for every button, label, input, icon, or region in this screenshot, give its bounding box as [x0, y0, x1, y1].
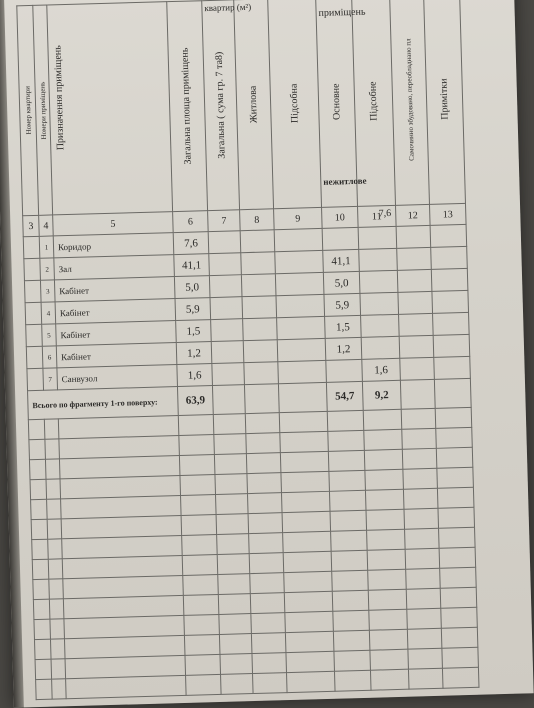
header-auxiliary: Підсобна — [268, 0, 322, 209]
room-aux — [358, 226, 397, 249]
room-aux — [360, 292, 399, 315]
header-apartments-group: квартир (м²) — [204, 1, 252, 14]
room-main — [326, 359, 363, 382]
col-number: 5 — [53, 212, 174, 236]
total-area: 63,9 — [177, 386, 213, 416]
header-row — [17, 0, 466, 216]
header-room-number: Номери приміщень — [33, 5, 53, 215]
room-main: 1,5 — [325, 315, 362, 338]
room-number: 5 — [42, 324, 57, 346]
header-living: Житлова — [234, 0, 274, 210]
room-area: 1,2 — [176, 342, 212, 365]
room-name: Кабінет — [55, 299, 176, 324]
room-name: Кабінет — [54, 277, 175, 302]
header-aux-premises: Підсобне — [352, 0, 396, 206]
room-name: Коридор — [53, 233, 174, 258]
room-aux — [361, 314, 400, 337]
col-number: 9 — [274, 207, 323, 229]
room-area: 1,5 — [176, 320, 212, 343]
room-aux: 1,6 — [362, 358, 401, 381]
room-number: 2 — [40, 258, 55, 280]
first-row-aux-value: 7,6 — [378, 207, 392, 220]
total-aux: 9,2 — [362, 380, 401, 410]
room-aux — [361, 336, 400, 359]
col-number: 12 — [396, 204, 431, 226]
header-main: приміщень Основне нежитлове — [316, 0, 358, 207]
room-number: 1 — [39, 236, 54, 258]
total-label: Всього по фрагменту 1-го поверху: — [28, 387, 179, 420]
header-premises-group: приміщень — [318, 6, 366, 19]
room-area: 5,9 — [175, 298, 211, 321]
header-nonresidential: нежитлове — [323, 175, 367, 187]
room-name: Зал — [54, 255, 175, 280]
room-main: 5,0 — [323, 271, 360, 294]
header-notes: Примітки — [424, 0, 466, 204]
room-area: 41,1 — [174, 254, 210, 277]
room-name: Санвузол — [57, 365, 178, 390]
header-apartment-number: Номер квартири — [17, 5, 39, 215]
header-self-built: Самочинно збудовано, переобладнано пл — [390, 0, 430, 205]
room-number: 3 — [40, 280, 55, 302]
col-number: 11 7,6 — [358, 205, 397, 227]
room-aux — [359, 248, 398, 271]
premises-table — [16, 0, 479, 700]
col-number: 13 — [429, 203, 466, 225]
room-number: 4 — [41, 302, 56, 324]
col-number: 3 — [23, 215, 40, 236]
col-number: 7 — [208, 210, 241, 232]
room-number: 7 — [43, 368, 58, 390]
header-total-area: Загальна площа приміщень — [167, 1, 208, 212]
total-main: 54,7 — [326, 381, 363, 411]
room-name: Кабінет — [56, 343, 177, 368]
room-main: 41,1 — [323, 249, 360, 272]
empty-rows — [28, 407, 479, 699]
col-number: 10 — [322, 206, 359, 228]
room-number: 6 — [42, 346, 57, 368]
room-main — [322, 227, 359, 250]
header-purpose: Призначення приміщень — [47, 2, 173, 215]
room-area: 7,6 — [173, 232, 209, 255]
header-total-sum: квартир (м²) Загальна ( сума гр. 7 та8) — [202, 0, 240, 211]
room-name: Кабінет — [56, 321, 177, 346]
room-main: 1,2 — [325, 337, 362, 360]
room-area: 1,6 — [177, 364, 213, 387]
col-number: 6 — [173, 211, 209, 233]
col-number: 8 — [240, 209, 275, 231]
col-number: 4 — [39, 215, 54, 236]
room-main: 5,9 — [324, 293, 361, 316]
room-area: 5,0 — [174, 276, 210, 299]
room-aux — [359, 270, 398, 293]
